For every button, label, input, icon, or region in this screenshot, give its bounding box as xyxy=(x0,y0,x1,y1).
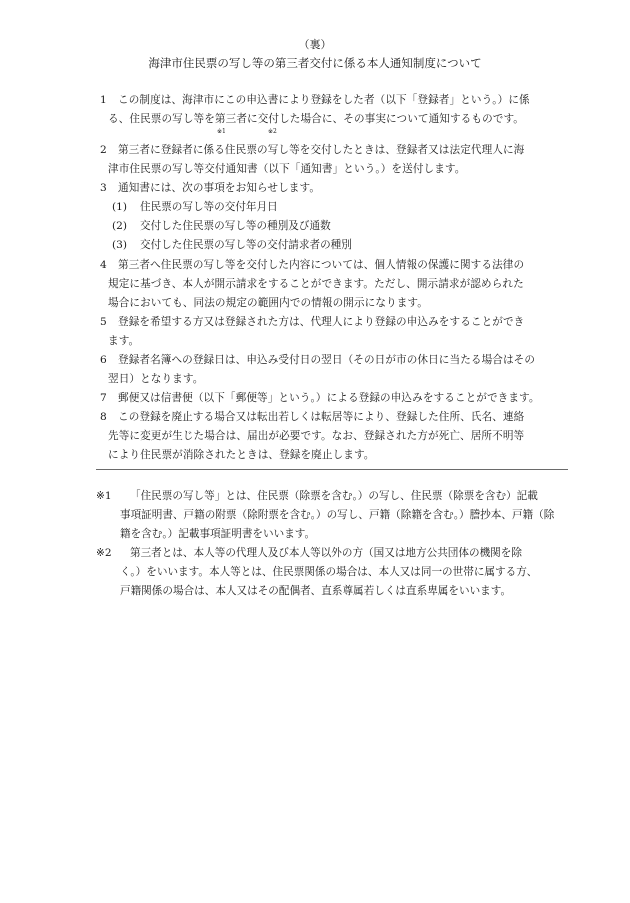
item-number: 2 xyxy=(100,144,107,156)
footnote-text-line: 籍を含む。）記載事項証明書をいいます。 xyxy=(120,528,316,540)
sub-item-number: (3) xyxy=(112,239,128,251)
item-text-line: 第三者に登録者に係る住民票の写し等を交付したときは、登録者又は法定代理人に海 xyxy=(118,144,525,156)
list-item-3 xyxy=(100,179,570,198)
section-divider xyxy=(96,469,568,470)
ref-mark-1: ※1 xyxy=(217,128,226,135)
item-number: 5 xyxy=(100,316,107,328)
item-text-line: 翌日）となります。 xyxy=(108,373,204,385)
item-text-line: ます。 xyxy=(108,335,140,347)
ref-mark-2: ※2 xyxy=(268,128,277,135)
sub-item-1 xyxy=(112,198,278,217)
list-item-5 xyxy=(100,313,570,351)
item-text-line: 登録者名簿への登録日は、申込み受付日の翌日（その日が市の休日に当たる場合はその xyxy=(118,354,536,366)
footnote-1 xyxy=(96,487,576,544)
list-item-1 xyxy=(100,91,570,129)
list-item-7 xyxy=(100,389,570,408)
item-text-line: 場合においても、同法の規定の範囲内での情報の開示になります。 xyxy=(108,297,428,309)
document-title: 海津市住民票の写し等の第三者交付に係る本人通知制度について xyxy=(148,56,482,70)
item-text-line: この登録を廃止する場合又は転出若しくは転居等により、登録した住所、氏名、連絡 xyxy=(118,411,525,423)
item-text-line: 郵便又は信書便（以下「郵便等」という。）による登録の申込みをすることができます。 xyxy=(118,392,540,404)
item-text-line: 第三者へ住民票の写し等を交付した内容については、個人情報の保護に関する法律の xyxy=(118,259,525,271)
item-number: 4 xyxy=(100,259,107,271)
item-text-line: この制度は、海津市にこの申込書により登録をした者（以下「登録者」という。）に係 xyxy=(118,94,530,106)
item-number: 3 xyxy=(100,182,107,194)
side-label: （裏） xyxy=(298,38,332,51)
item-text-line: 登録を希望する方又は登録された方は、代理人により登録の申込みをすることができ xyxy=(118,316,525,328)
footnote-text-line: 戸籍関係の場合は、本人又はその配偶者、直系尊属若しくは直系卑属をいいます。 xyxy=(120,585,512,597)
item-text-line: 通知書には、次の事項をお知らせします。 xyxy=(118,182,321,194)
footnote-text-line: 「住民票の写し等」とは、住民票（除票を含む。）の写し、住民票（除票を含む）記載 xyxy=(130,490,538,502)
item-text-line: 規定に基づき、本人が開示請求をすることができます。ただし、開示請求が認められた xyxy=(108,278,524,290)
footnote-mark: ※2 xyxy=(96,547,112,559)
item-number: 1 xyxy=(100,94,107,106)
list-item-4 xyxy=(100,256,570,313)
sub-item-number: (2) xyxy=(112,220,128,232)
item-number: 8 xyxy=(100,411,107,423)
sub-item-2 xyxy=(112,217,331,236)
sub-item-3 xyxy=(112,236,352,255)
footnote-2 xyxy=(96,544,576,601)
item-number: 7 xyxy=(100,392,107,404)
item-text-line: 津市住民票の写し等交付通知書（以下「通知書」という。）を送付します。 xyxy=(108,163,466,175)
footnote-text-line: 事項証明書、戸籍の附票（除附票を含む。）の写し、戸籍（除籍を含む。）謄抄本、戸籍（除 xyxy=(120,509,555,521)
sub-item-text: 住民票の写し等の交付年月日 xyxy=(140,201,278,213)
footnote-text-line: 第三者とは、本人等の代理人及び本人等以外の方（国又は地方公共団体の機関を除 xyxy=(130,547,522,559)
list-item-8 xyxy=(100,408,570,465)
footnote-mark: ※1 xyxy=(96,490,112,502)
list-item-6 xyxy=(100,351,570,389)
reference-marks xyxy=(0,128,630,138)
sub-item-text: 交付した住民票の写し等の交付請求者の種別 xyxy=(140,239,352,251)
item-number: 6 xyxy=(100,354,107,366)
sub-item-text: 交付した住民票の写し等の種別及び通数 xyxy=(140,220,331,232)
item-text-line: 先等に変更が生じた場合は、届出が必要です。なお、登録された方が死亡、居所不明等 xyxy=(108,430,525,442)
footnote-text-line: く。）をいいます。本人等とは、住民票関係の場合は、本人又は同一の世帯に属する方、 xyxy=(120,566,538,578)
sub-item-number: (1) xyxy=(112,201,128,213)
list-item-2 xyxy=(100,141,570,179)
item-text-line: る、住民票の写し等を第三者に交付した場合に、その事実について通知するものです。 xyxy=(108,113,524,125)
item-text-line: により住民票が消除されたときは、登録を廃止します。 xyxy=(108,449,375,461)
